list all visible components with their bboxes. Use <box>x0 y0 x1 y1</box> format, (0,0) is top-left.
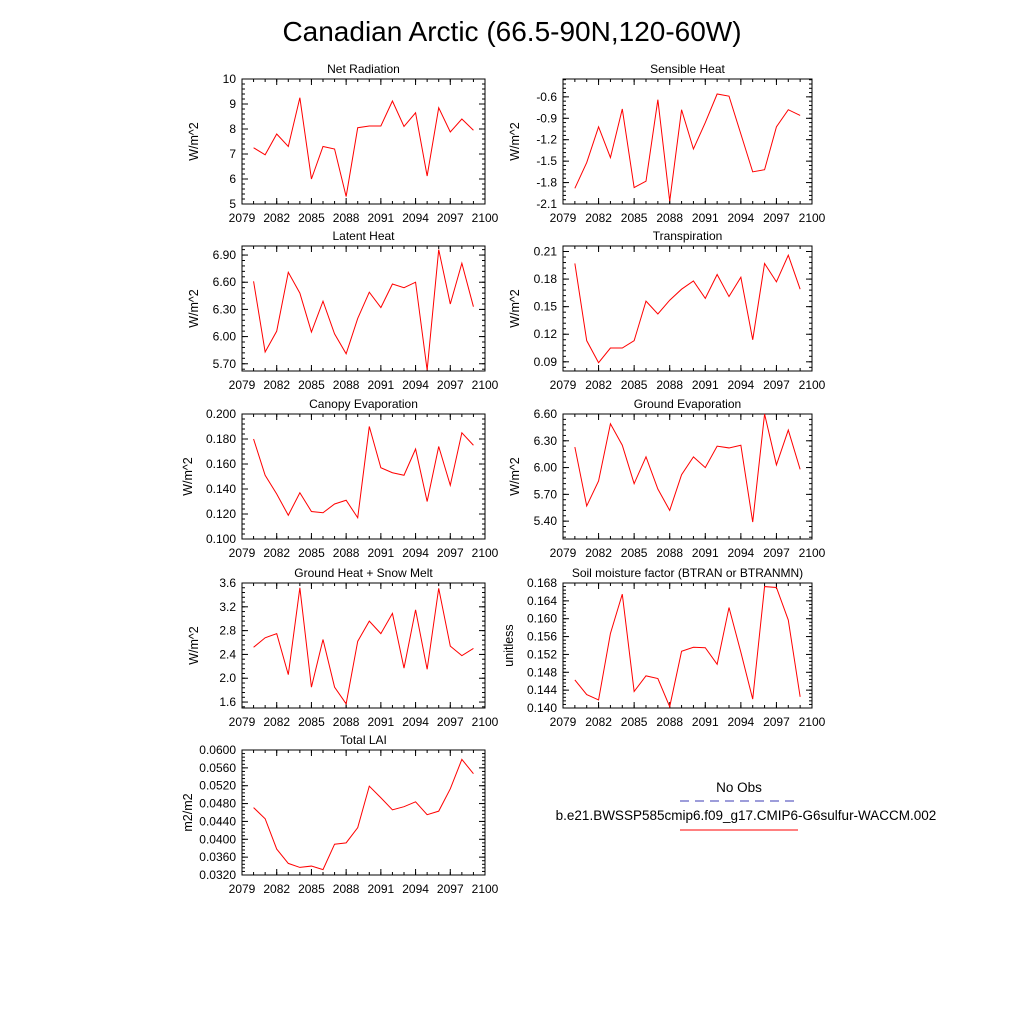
panel-2 <box>508 62 826 225</box>
y-axis-label: W/m^2 <box>508 122 522 161</box>
panels <box>181 62 826 896</box>
y-tick-label: 2.8 <box>219 623 236 638</box>
panel-1 <box>187 62 499 225</box>
x-tick-label: 2082 <box>263 546 291 560</box>
y-tick-label: 0.180 <box>205 432 236 446</box>
y-axis-label: m2/m2 <box>181 793 195 832</box>
y-tick-label: 0.164 <box>526 593 557 608</box>
y-tick-label: 0.0600 <box>199 743 236 757</box>
y-axis-label: W/m^2 <box>508 457 522 496</box>
y-tick-label: 6.30 <box>533 433 557 448</box>
y-axis-label: W/m^2 <box>187 289 201 328</box>
x-tick-label: 2091 <box>367 715 395 729</box>
y-tick-label: -1.8 <box>536 175 557 190</box>
y-axis-label: W/m^2 <box>187 122 201 161</box>
x-tick-label: 2088 <box>656 211 684 225</box>
x-tick-label: 2097 <box>436 378 464 392</box>
x-tick-label: 2091 <box>691 211 719 225</box>
y-tick-label: 0.09 <box>533 354 557 369</box>
y-tick-label: 2.4 <box>219 647 236 662</box>
x-tick-label: 2085 <box>620 378 648 392</box>
x-tick-label: 2079 <box>228 211 256 225</box>
y-tick-label: 0.18 <box>533 272 557 287</box>
x-tick-label: 2079 <box>228 546 256 560</box>
y-tick-label: 6.60 <box>533 407 557 421</box>
series-line <box>254 588 474 704</box>
x-tick-label: 2091 <box>691 546 719 560</box>
y-tick-label: 0.160 <box>526 611 557 626</box>
x-tick-label: 2082 <box>585 211 612 225</box>
x-tick-label: 2088 <box>332 211 360 225</box>
y-tick-label: 0.0400 <box>199 832 236 847</box>
y-tick-label: 5 <box>229 197 236 211</box>
x-tick-label: 2091 <box>367 378 395 392</box>
x-tick-label: 2082 <box>263 882 291 896</box>
x-tick-label: 2085 <box>298 211 325 225</box>
panel-title: Transpiration <box>652 229 723 243</box>
y-tick-label: 0.156 <box>526 629 557 644</box>
x-tick-label: 2094 <box>402 715 429 729</box>
y-tick-label: 6.60 <box>212 275 236 290</box>
x-tick-label: 2094 <box>402 882 429 896</box>
x-tick-label: 2094 <box>402 378 429 392</box>
x-tick-label: 2085 <box>620 715 648 729</box>
panel-title: Total LAI <box>340 733 387 747</box>
x-tick-label: 2079 <box>228 378 256 392</box>
x-tick-label: 2082 <box>585 546 612 560</box>
y-tick-label: 10 <box>222 72 236 86</box>
y-tick-label: -0.6 <box>536 89 557 104</box>
series-line <box>575 414 800 522</box>
y-tick-label: 5.70 <box>212 356 236 371</box>
y-tick-label: 0.12 <box>533 327 557 342</box>
x-tick-label: 2100 <box>798 378 826 392</box>
x-tick-label: 2097 <box>763 546 790 560</box>
series-line <box>254 427 474 518</box>
y-tick-label: 6.00 <box>533 460 557 475</box>
x-tick-label: 2088 <box>656 546 684 560</box>
x-tick-label: 2100 <box>471 211 499 225</box>
y-tick-label: 7 <box>229 147 236 161</box>
x-tick-label: 2097 <box>436 715 464 729</box>
x-tick-label: 2094 <box>402 211 429 225</box>
y-tick-label: 0.160 <box>205 457 236 471</box>
x-tick-label: 2100 <box>798 546 826 560</box>
x-tick-label: 2091 <box>367 882 395 896</box>
y-tick-label: 0.120 <box>205 507 236 521</box>
legend-obs-label: No Obs <box>716 780 762 795</box>
plot-frame <box>563 414 812 539</box>
y-tick-label: 6.90 <box>212 248 236 263</box>
panel-9 <box>181 733 499 896</box>
x-tick-label: 2094 <box>727 546 755 560</box>
x-tick-label: 2091 <box>691 715 719 729</box>
x-tick-label: 2079 <box>549 546 577 560</box>
x-tick-label: 2097 <box>763 715 790 729</box>
x-tick-label: 2094 <box>727 378 755 392</box>
legend-model-label: b.e21.BWSSP585cmip6.f09_g17.CMIP6-G6sulfur-WACCM.002 <box>555 808 937 823</box>
x-tick-label: 2079 <box>228 715 256 729</box>
x-tick-label: 2097 <box>436 211 464 225</box>
x-tick-label: 2097 <box>763 378 790 392</box>
panel-4 <box>508 229 826 392</box>
y-tick-label: 0.0320 <box>199 868 236 882</box>
y-tick-label: 0.0520 <box>199 778 236 793</box>
y-tick-label: 5.70 <box>533 487 557 502</box>
y-axis-label: W/m^2 <box>508 289 522 328</box>
x-tick-label: 2085 <box>620 211 648 225</box>
panel-title: Soil moisture factor (BTRAN or BTRANMN) <box>571 566 804 580</box>
panel-5 <box>181 397 499 560</box>
plot-frame <box>242 246 485 371</box>
plot-frame <box>563 79 812 204</box>
x-tick-label: 2088 <box>332 546 360 560</box>
panel-7 <box>187 566 499 729</box>
x-tick-label: 2088 <box>656 378 684 392</box>
series-line <box>575 255 800 363</box>
x-tick-label: 2094 <box>727 211 755 225</box>
series-line <box>254 98 474 197</box>
y-tick-label: -0.9 <box>536 111 557 126</box>
y-tick-label: 0.0560 <box>199 760 236 775</box>
x-tick-label: 2100 <box>471 715 499 729</box>
y-tick-label: -1.2 <box>536 132 557 147</box>
x-tick-label: 2091 <box>367 546 395 560</box>
panel-title: Net Radiation <box>327 62 400 76</box>
x-tick-label: 2085 <box>298 546 325 560</box>
series-line <box>575 94 800 201</box>
y-tick-label: 0.15 <box>533 299 557 314</box>
figure-title: Canadian Arctic (66.5-90N,120-60W) <box>282 16 742 47</box>
x-tick-label: 2088 <box>656 715 684 729</box>
series-line <box>254 759 474 869</box>
plot-frame <box>242 414 485 539</box>
y-tick-label: 0.0360 <box>199 850 236 865</box>
y-tick-label: 9 <box>229 97 236 111</box>
plot-frame <box>242 750 485 875</box>
x-tick-label: 2079 <box>228 882 256 896</box>
y-tick-label: 0.0440 <box>199 814 236 829</box>
x-tick-label: 2082 <box>585 715 612 729</box>
legend <box>556 780 937 830</box>
plot-frame <box>242 583 485 708</box>
x-tick-label: 2079 <box>549 378 577 392</box>
y-tick-label: 5.40 <box>533 514 557 529</box>
y-tick-label: 1.6 <box>219 695 236 710</box>
y-tick-label: 0.148 <box>526 665 557 680</box>
x-tick-label: 2088 <box>332 715 360 729</box>
panel-3 <box>187 229 499 392</box>
series-line <box>254 250 474 370</box>
plot-frame <box>242 79 485 204</box>
y-tick-label: 3.2 <box>219 599 236 614</box>
panel-8 <box>502 566 826 729</box>
y-tick-label: 6.00 <box>212 329 236 344</box>
x-tick-label: 2085 <box>298 715 325 729</box>
x-tick-label: 2079 <box>549 715 577 729</box>
y-tick-label: 3.6 <box>219 576 236 590</box>
x-tick-label: 2082 <box>263 378 291 392</box>
x-tick-label: 2100 <box>471 882 499 896</box>
x-tick-label: 2088 <box>332 378 360 392</box>
x-tick-label: 2094 <box>402 546 429 560</box>
y-tick-label: 0.100 <box>205 532 236 546</box>
x-tick-label: 2100 <box>471 546 499 560</box>
x-tick-label: 2082 <box>263 211 291 225</box>
x-tick-label: 2100 <box>798 715 826 729</box>
x-tick-label: 2091 <box>691 378 719 392</box>
y-tick-label: 0.152 <box>526 647 557 662</box>
y-tick-label: 0.168 <box>526 576 557 590</box>
panel-title: Canopy Evaporation <box>309 397 418 411</box>
x-tick-label: 2088 <box>332 882 360 896</box>
x-tick-label: 2094 <box>727 715 755 729</box>
y-tick-label: 2.0 <box>219 671 236 686</box>
plot-frame <box>563 246 812 371</box>
y-tick-label: 0.140 <box>205 482 236 496</box>
panel-title: Latent Heat <box>332 229 395 243</box>
x-tick-label: 2100 <box>798 211 826 225</box>
x-tick-label: 2085 <box>620 546 648 560</box>
x-tick-label: 2097 <box>763 211 790 225</box>
x-tick-label: 2085 <box>298 882 325 896</box>
y-axis-label: unitless <box>502 624 516 667</box>
y-tick-label: 6.30 <box>212 302 236 317</box>
y-tick-label: 0.0480 <box>199 796 236 811</box>
x-tick-label: 2100 <box>471 378 499 392</box>
x-tick-label: 2079 <box>549 211 577 225</box>
y-tick-label: -1.5 <box>536 154 557 169</box>
y-tick-label: 8 <box>229 122 236 136</box>
y-axis-label: W/m^2 <box>187 626 201 665</box>
x-tick-label: 2097 <box>436 546 464 560</box>
series-line <box>575 587 800 707</box>
x-tick-label: 2082 <box>263 715 291 729</box>
y-tick-label: 6 <box>229 172 236 186</box>
x-tick-label: 2097 <box>436 882 464 896</box>
panel-title: Sensible Heat <box>650 62 725 76</box>
x-tick-label: 2085 <box>298 378 325 392</box>
y-axis-label: W/m^2 <box>181 457 195 496</box>
x-tick-label: 2091 <box>367 211 395 225</box>
panel-title: Ground Evaporation <box>633 397 742 411</box>
panel-title: Ground Heat + Snow Melt <box>294 566 433 580</box>
y-tick-label: 0.144 <box>526 683 557 698</box>
panel-6 <box>508 397 826 560</box>
y-tick-label: -2.1 <box>536 197 557 211</box>
x-tick-label: 2082 <box>585 378 612 392</box>
y-tick-label: 0.21 <box>533 244 557 259</box>
y-tick-label: 0.140 <box>526 701 557 715</box>
y-tick-label: 0.200 <box>205 407 236 421</box>
